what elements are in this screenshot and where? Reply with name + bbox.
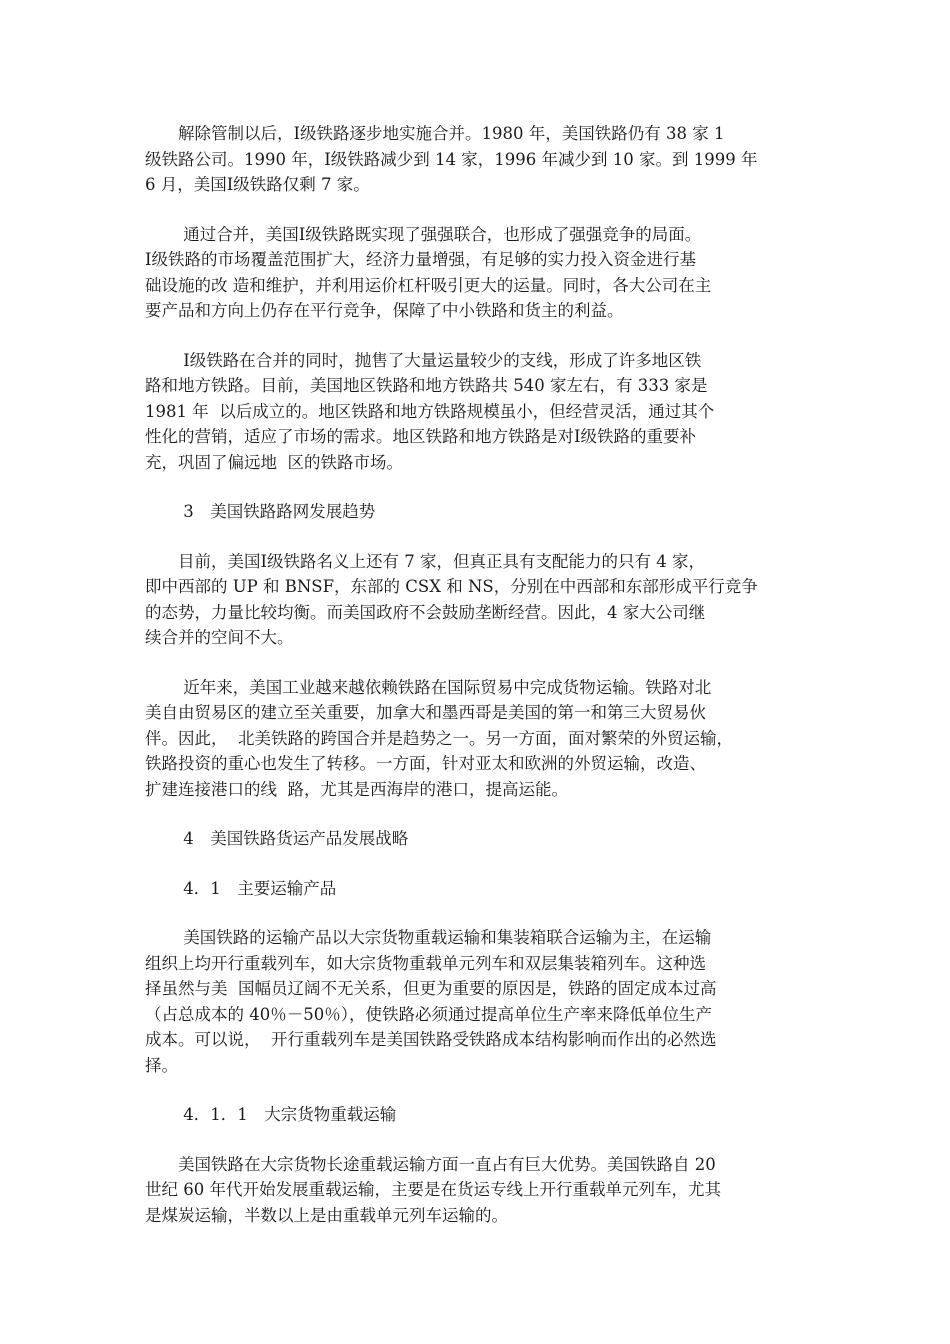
- text-line: 目前，美国Ⅰ级铁路名义上还有 7 家，但真正具有支配能力的只有 4 家，: [145, 551, 705, 571]
- paragraph: [145, 1152, 815, 1229]
- text-line: 性化的营销，适应了市场的需求。地区铁路和地方铁路是对Ⅰ级铁路的重要补: [145, 427, 697, 446]
- text-line: Ⅰ级铁路的市场覆盖范围扩大，经济力量增强，有足够的实力投入资金进行基: [145, 250, 697, 269]
- text-line: 1981 年 以后成立的。地区铁路和地方铁路规模虽小，但经营灵活，通过其个: [145, 401, 715, 421]
- document-page: [145, 121, 815, 1252]
- text-line: 通过合并，美国Ⅰ级铁路既实现了强强联合，也形成了强强竞争的局面。: [145, 224, 702, 244]
- text-line: 充，巩固了偏远地 区的铁路市场。: [145, 452, 403, 472]
- text-line: 铁路投资的重心也发生了转移。一方面，针对亚太和欧洲的外贸运输，改造、: [145, 754, 706, 773]
- text-line: 解除管制以后，Ⅰ级铁路逐步地实施合并。1980 年，美国铁路仍有 38 家 1: [145, 124, 725, 143]
- section-heading: 4．1 主要运输产品: [145, 878, 337, 898]
- text-line: 6 月，美国Ⅰ级铁路仅剩 7 家。: [145, 175, 370, 194]
- text-line: 是煤炭运输，半数以上是由重载单元列车运输的。: [145, 1205, 508, 1225]
- text-line: 美国铁路在大宗货物长途重载运输方面一直占有巨大优势。美国铁路自 20: [145, 1154, 716, 1174]
- text-line: 的态势，力量比较均衡。而美国政府不会鼓励垄断经营。因此，4 家大公司继: [145, 602, 706, 622]
- paragraph: [145, 222, 815, 324]
- section-heading: 3 美国铁路路网发展趋势: [145, 502, 376, 521]
- paragraph: [145, 925, 815, 1078]
- text-line: 美自由贸易区的建立至关重要，加拿大和墨西哥是美国的第一和第三大贸易伙: [145, 703, 706, 722]
- text-line: 成本。可以说， 开行重载列车是美国铁路受铁路成本结构影响而作出的必然选: [145, 1030, 717, 1049]
- paragraph: [145, 121, 815, 198]
- text-line: 择。: [145, 1055, 178, 1075]
- text-line: 伴。因此， 北美铁路的跨国合并是趋势之一。另一方面，面对繁荣的外贸运输，: [145, 728, 733, 748]
- text-line: 路和地方铁路。目前，美国地区铁路和地方铁路共 540 家左右，有 333 家是: [145, 376, 708, 395]
- text-line: 组织上均开行重载列车，如大宗货物重载单元列车和双层集装箱列车。这种选: [145, 953, 706, 973]
- paragraph: [145, 348, 815, 476]
- text-line: 础设施的改 造和维护，并利用运价杠杆吸引更大的运量。同时，各大公司在主: [145, 275, 712, 295]
- text-line: 世纪 60 年代开始发展重载运输，主要是在货运专线上开行重载单元列车，尤其: [145, 1180, 721, 1199]
- text-line: Ⅰ级铁路在合并的同时，抛售了大量运量较少的支线，形成了许多地区铁: [145, 350, 702, 370]
- paragraph: [145, 675, 815, 803]
- section-heading: 4．1．1 大宗货物重载运输: [145, 1105, 397, 1124]
- text-line: 续合并的空间不大。: [145, 628, 294, 647]
- text-line: 即中西部的 UP 和 BNSF，东部的 CSX 和 NS，分别在中西部和东部形成平行竞争: [145, 577, 758, 596]
- text-line: 扩建连接港口的线 路，尤其是西海岸的港口，提高运能。: [145, 779, 568, 799]
- paragraph: [145, 549, 815, 651]
- text-line: （占总成本的 40％－50％），使铁路必须通过提高单位生产率来降低单位生产: [145, 1004, 712, 1024]
- text-line: 美国铁路的运输产品以大宗货物重载运输和集装箱联合运输为主，在运输: [145, 928, 712, 947]
- text-line: 近年来，美国工业越来越依赖铁路在国际贸易中完成货物运输。铁路对北: [145, 677, 712, 697]
- text-line: 要产品和方向上仍存在平行竞争，保障了中小铁路和货主的利益。: [145, 301, 624, 320]
- text-line: 级铁路公司。1990 年，Ⅰ级铁路减少到 14 家，1996 年减少到 10 家。到 1999 年: [145, 149, 758, 169]
- section-heading: 4 美国铁路货运产品发展战略: [145, 829, 409, 848]
- text-line: 择虽然与美 国幅员辽阔不无关系，但更为重要的原因是，铁路的固定成本过高: [145, 979, 717, 998]
